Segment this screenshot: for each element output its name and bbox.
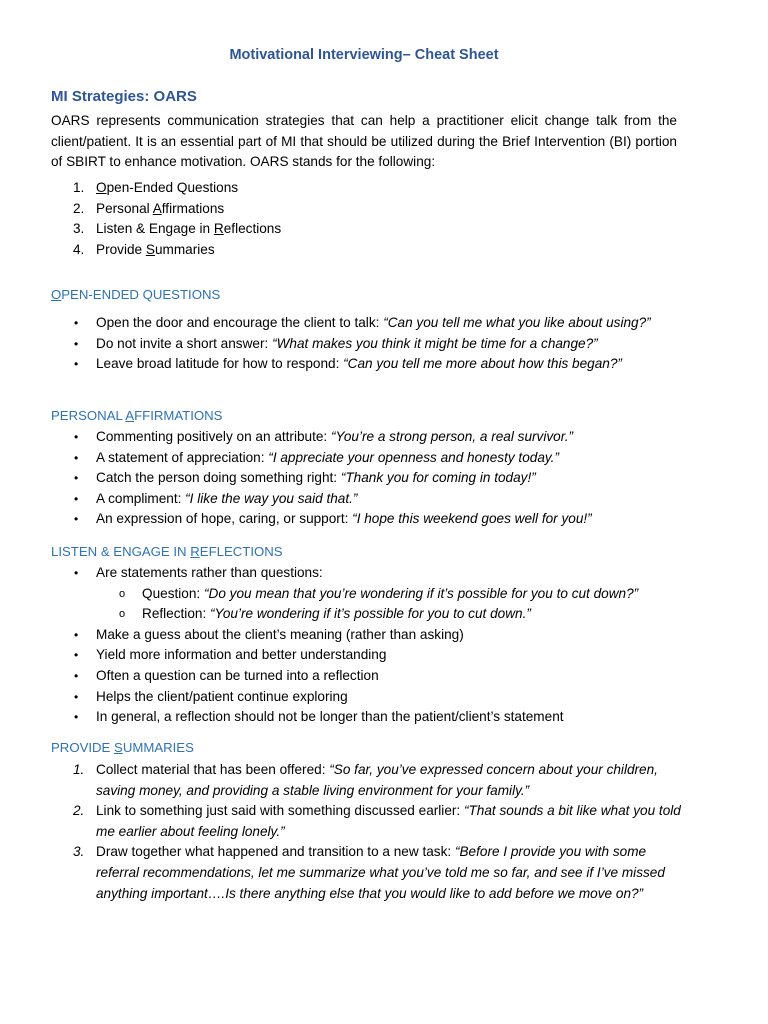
section-heading-summaries: PROVIDE SUMMARIES [51, 740, 194, 755]
bullet-icon: • [74, 471, 79, 486]
list-item: • A statement of appreciation: “I appreciate your openness and honesty today.” [51, 448, 691, 469]
section-heading-open-ended: OPEN-ENDED QUESTIONS [51, 287, 221, 302]
strategies-intro: OARS represents communication strategies that can help a practitioner elicit change talk from the client/patient. It is an essential part of MI that should be utilized during the Brief Intervention (BI) portion of SBIRT to enhance motivation. OARS stands for the following: [51, 113, 677, 170]
list-item: 3. Listen & Engage in Reflections [73, 221, 282, 237]
list-subitem: o Question: “Do you mean that you’re wondering if it’s possible for you to cut down?” [51, 584, 691, 605]
bullet-icon: • [74, 648, 79, 663]
bullet-icon: • [74, 566, 79, 580]
reflections-list [51, 563, 691, 728]
oars-list [51, 178, 691, 260]
bullet-icon: • [74, 512, 79, 527]
section-heading-affirmations: PERSONAL AFFIRMATIONS [51, 408, 223, 423]
list-item: 3. Draw together what happened and transition to a new task: “Before I provide you with some referral recommendations, let me summarize what you’ve told me so far, and see if I’ve missed anything important….Is there anything else that you would like to add before we move on?” [73, 844, 665, 901]
bullet-icon: • [74, 450, 79, 465]
list-item: 1. Open-Ended Questions [73, 180, 239, 195]
list-item: • Catch the person doing something right: “Thank you for coming in today!” [51, 468, 691, 489]
list-item: • Make a guess about the client’s meaning (rather than asking) [51, 625, 691, 646]
list-item: • An expression of hope, caring, or support: “I hope this weekend goes well for you!” [51, 509, 691, 530]
open-ended-list [51, 313, 691, 375]
list-item: • Yield more information and better understanding [51, 645, 691, 666]
list-item: • A compliment: “I like the way you said that.” [51, 489, 691, 510]
bullet-icon: • [74, 710, 79, 725]
bullet-icon: • [74, 336, 79, 351]
list-item: • Are statements rather than questions: [51, 563, 691, 584]
bullet-icon: • [74, 668, 79, 683]
bullet-icon: • [74, 491, 79, 506]
affirmations-list [51, 427, 691, 530]
bullet-icon: • [74, 316, 79, 330]
list-item: • Often a question can be turned into a reflection [51, 666, 691, 687]
list-item: 1. Collect material that has been offered: “So far, you’ve expressed concern about your children, saving money, and providing a stable living environment for your family.” [73, 762, 658, 798]
strategies-heading: MI Strategies: OARS [51, 88, 197, 105]
circle-bullet-icon: o [119, 608, 126, 621]
summaries-list [51, 760, 691, 904]
list-item: • Helps the client/patient continue exploring [51, 687, 691, 708]
bullet-icon: • [74, 627, 79, 642]
circle-bullet-icon: o [119, 587, 126, 600]
list-item: • Open the door and encourage the client to talk: “Can you tell me what you like about using?” [51, 313, 691, 334]
bullet-icon: • [74, 357, 79, 372]
section-heading-reflections: LISTEN & ENGAGE IN REFLECTIONS [51, 544, 283, 559]
bullet-icon: • [74, 430, 79, 444]
list-item: • In general, a reflection should not be longer than the patient/client’s statement [51, 707, 691, 728]
list-item: 2. Personal Affirmations [73, 200, 225, 216]
list-item: • Leave broad latitude for how to respond: “Can you tell me more about how this began?” [51, 354, 691, 375]
list-item: • Commenting positively on an attribute: “You’re a strong person, a real survivor.” [51, 427, 691, 448]
list-item: • Do not invite a short answer: “What makes you think it might be time for a change?” [51, 334, 691, 355]
page-title: Motivational Interviewing– Cheat Sheet [229, 47, 499, 63]
bullet-icon: • [74, 689, 79, 704]
list-item: 2. Link to something just said with something discussed earlier: “That sounds a bit like what you told me earlier about feeling lonely.” [73, 803, 681, 839]
list-subitem: o Reflection: “You’re wondering if it’s possible for you to cut down.” [51, 604, 691, 625]
list-item: 4. Provide Summaries [73, 241, 215, 257]
